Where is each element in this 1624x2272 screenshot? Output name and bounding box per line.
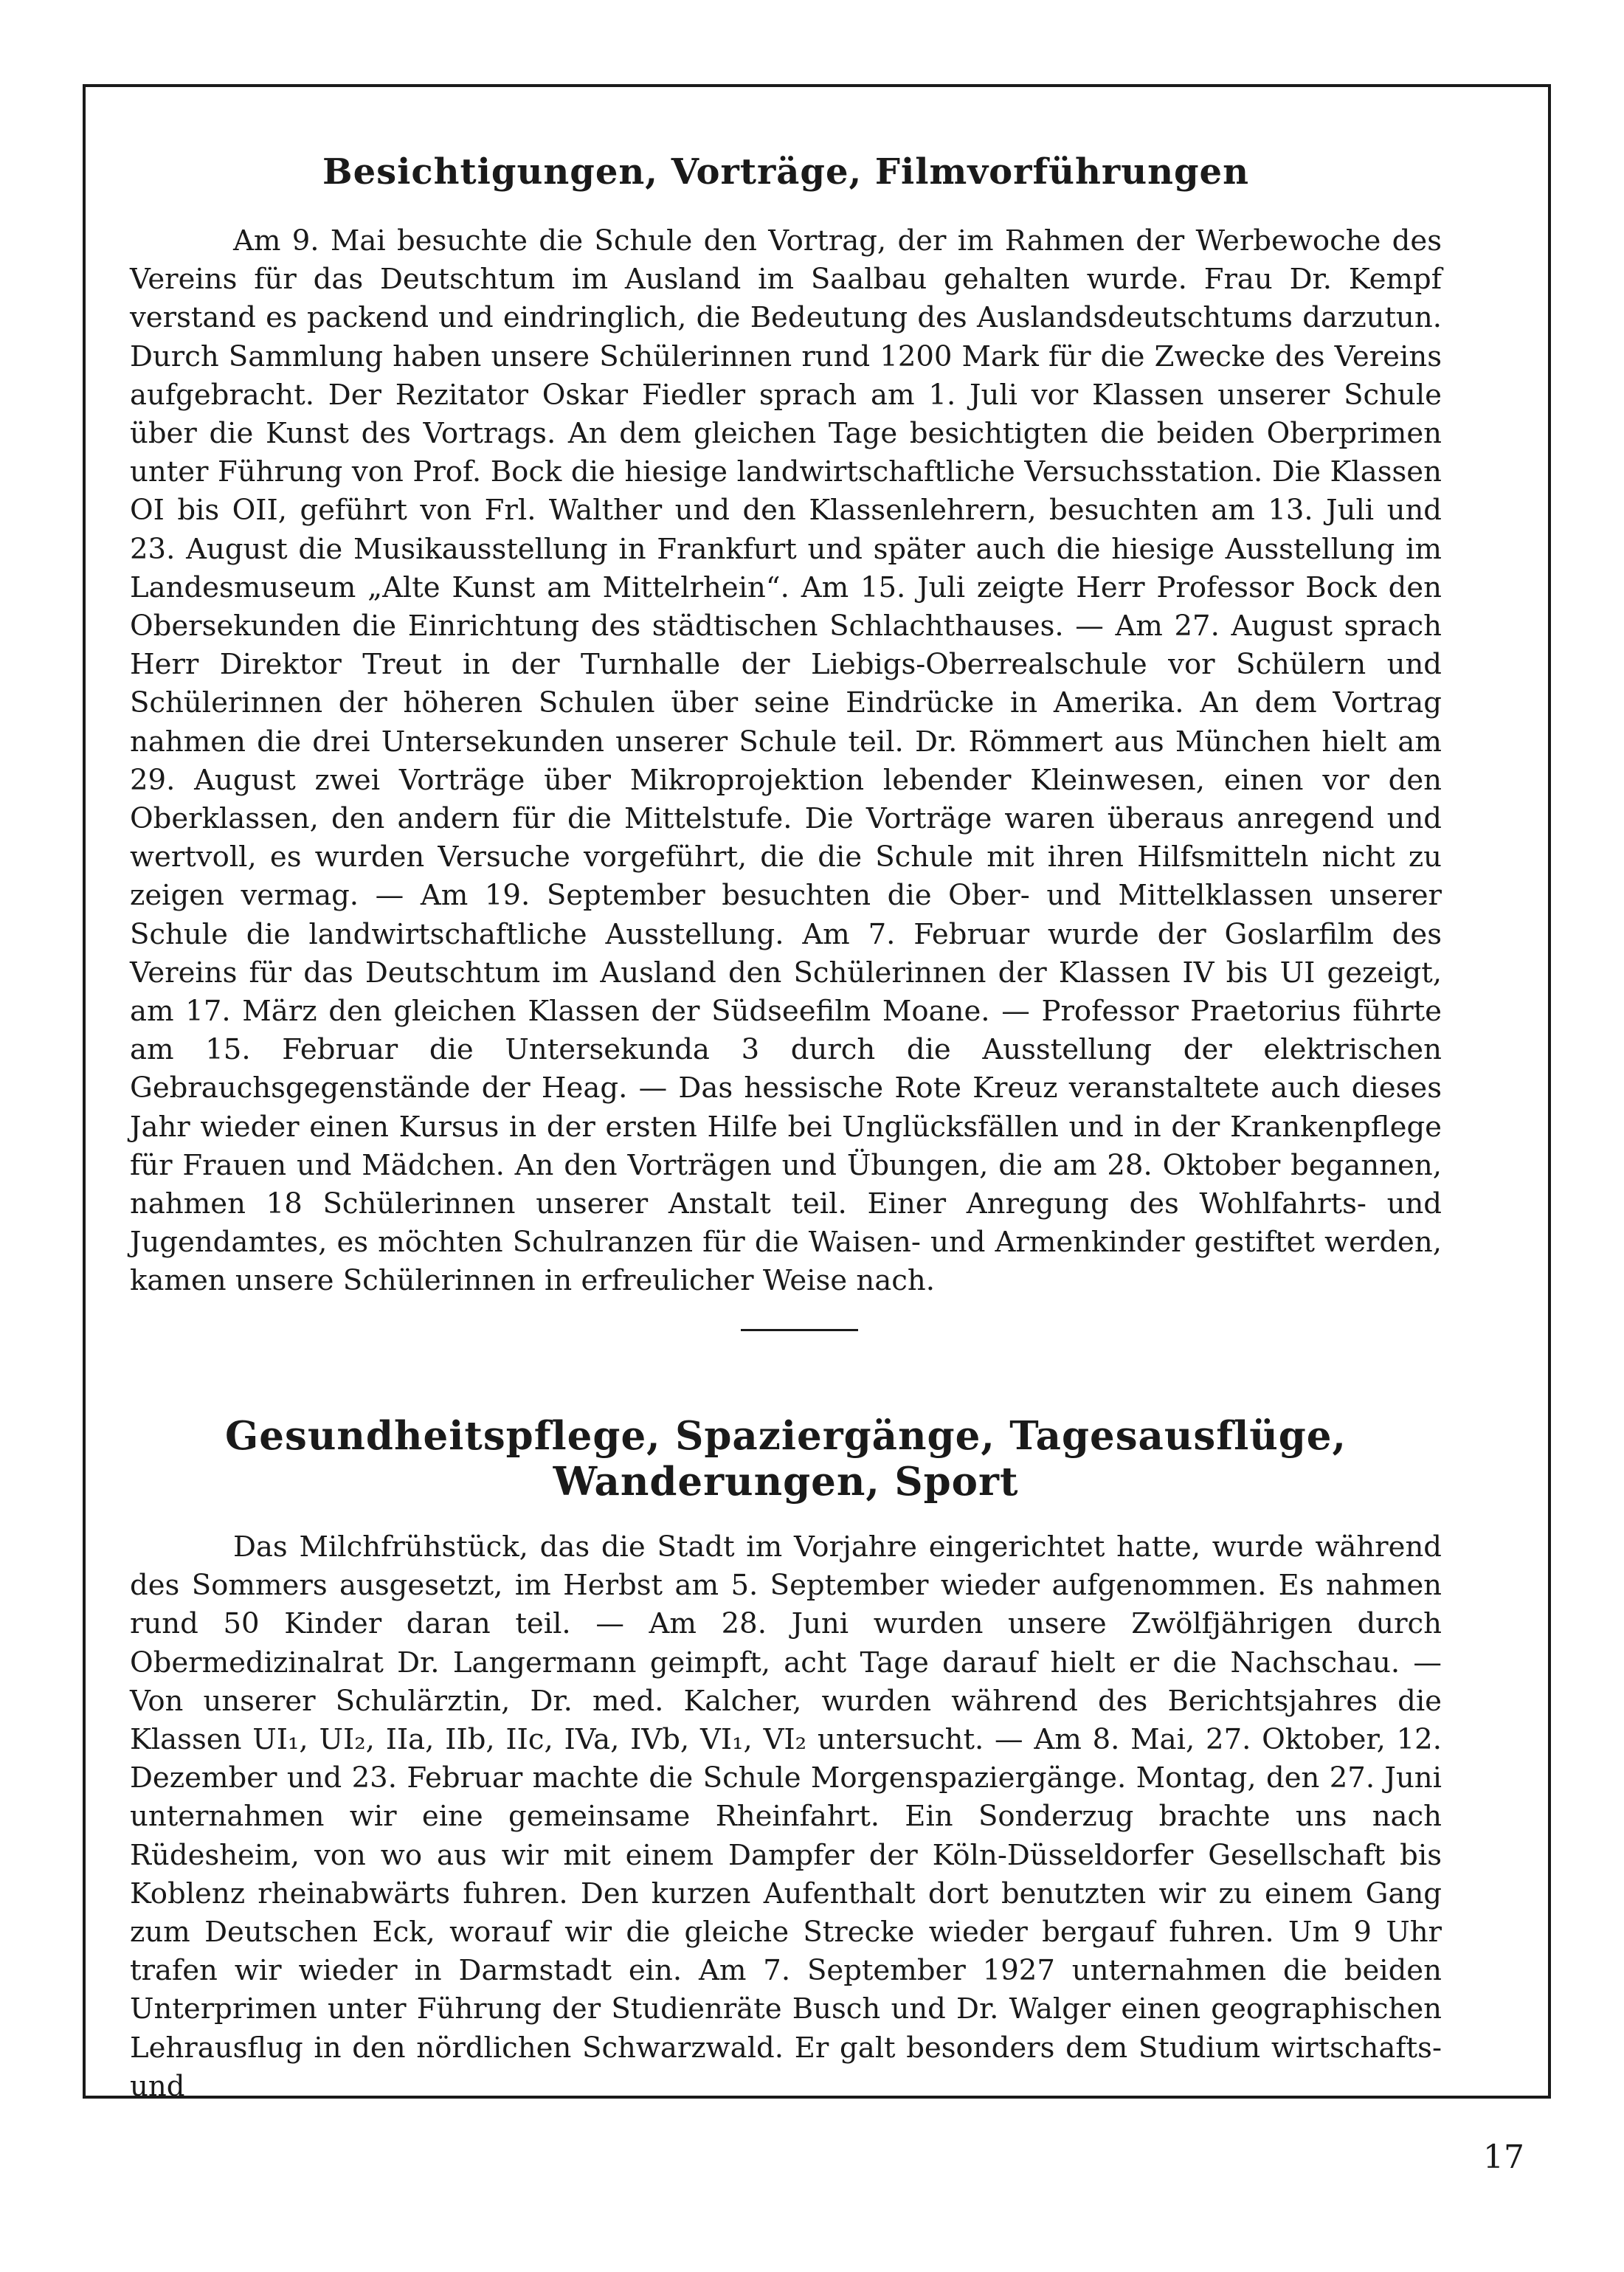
section-lectures [130,151,1442,1301]
section-heading: Besichtigungen, Vorträge, Filmvorführungen [322,151,1249,193]
page-number: 17 [1483,2138,1524,2176]
section-paragraph: Das Milchfrühstück, das die Stadt im Vorjahre eingerichtet hatte, wurde während des Sommers ausgesetzt, im Herbst am 5. September wieder aufgenommen. Es nahmen rund 50 Kinder daran teil. — Am 28. Juni wurden unsere Zwölfjährigen durch Obermedizinalrat Dr. Langermann geimpft, acht Tage darauf hielt er die Nachschau. — Von unserer Schulärztin, Dr. med. Kalcher, wurden während des Berichtsjahres die Klassen UI₁, UI₂, IIa, IIb, IIc, IVa, IVb, VI₁, VI₂ untersucht. — Am 8. Mai, 27. Oktober, 12. Dezember und 23. Februar machte die Schule Morgenspaziergänge. Montag, den 27. Juni unternahmen wir eine gemeinsame Rheinfahrt. Ein Sonderzug brachte uns nach Rüdesheim, von wo aus wir mit einem Dampfer der Köln-Düsseldorfer Gesellschaft bis Koblenz rheinabwärts fuhren. Den kurzen Aufenthalt dort benutzten wir zu einem Gang zum Deutschen Eck, worauf wir die gleiche Strecke wieder bergauf fuhren. Um 9 Uhr trafen wir wieder in Darmstadt ein. Am 7. September 1927 unternahmen die beiden Unterprimen unter Führung der Studienräte Busch und Dr. Walger einen geographischen Lehrausflug in den nördlichen Schwarzwald. Er galt besonders dem Studium wirtschafts- und [130,1530,1442,2103]
section-paragraph: Am 9. Mai besuchte die Schule den Vortrag, der im Rahmen der Werbewoche des Vereins für das Deutschtum im Ausland im Saalbau gehalten wurde. Frau Dr. Kempf verstand es packend und eindringlich, die Bedeutung des Auslandsdeutschtums darzutun. Durch Sammlung haben unsere Schülerinnen rund 1200 Mark für die Zwecke des Vereins aufgebracht. Der Rezitator Oskar Fiedler sprach am 1. Juli vor Klassen unserer Schule über die Kunst des Vortrags. An dem gleichen Tage besichtigten die beiden Oberprimen unter Führung von Prof. Bock die hiesige landwirtschaftliche Versuchsstation. Die Klassen OI bis OII, geführt von Frl. Walther und den Klassenlehrern, besuchten am 13. Juli und 23. August die Musikausstellung in Frankfurt und später auch die hiesige Ausstellung im Landesmuseum „Alte Kunst am Mittelrhein“. Am 15. Juli zeigte Herr Professor Bock den Obersekunden die Einrichtung des städtischen Schlachthauses. — Am 27. August sprach Herr Direktor Treut in der Turnhalle der Liebigs-Oberrealschule vor Schülern und Schülerinnen der höheren Schulen über seine Eindrücke in Amerika. An dem Vortrag nahmen die drei Untersekunden unserer Schule teil. Dr. Römmert aus München hielt am 29. August zwei Vorträge über Mikroprojektion lebender Kleinwesen, einen vor den Oberklassen, den andern für die Mittelstufe. Die Vorträge waren überaus anregend und wertvoll, es wurden Versuche vorgeführt, die die Schule mit ihren Hilfsmitteln nicht zu zeigen vermag. — Am 19. September besuchten die Ober- und Mittelklassen unserer Schule die landwirtschaftliche Ausstellung. Am 7. Februar wurde der Goslarfilm des Vereins für das Deutschtum im Ausland den Schülerinnen der Klassen IV bis UI gezeigt, am 17. März den gleichen Klassen der Südseefilm Moane. — Professor Praetorius führte am 15. Februar die Untersekunda 3 durch die Ausstellung der elektrischen Gebrauchsgegenstände der Heag. — Das hessische Rote Kreuz veranstaltete auch dieses Jahr wieder einen Kursus in der ersten Hilfe bei Unglücksfällen und in der Krankenpflege für Frauen und Mädchen. An den Vorträgen und Übungen, die am 28. Oktober begannen, nahmen 18 Schülerinnen unserer Anstalt teil. Einer Anregung des Wohlfahrts- und Jugendamtes, es möchten Schulranzen für die Waisen- und Armenkinder gestiftet werden, kamen unsere Schülerinnen in erfreulicher Weise nach. [130,224,1442,1298]
section-divider [741,1329,858,1331]
section-heading: Gesundheitspflege, Spaziergänge, Tagesausflüge, Wanderungen, Sport [225,1413,1347,1505]
section-health [130,1413,1442,2106]
